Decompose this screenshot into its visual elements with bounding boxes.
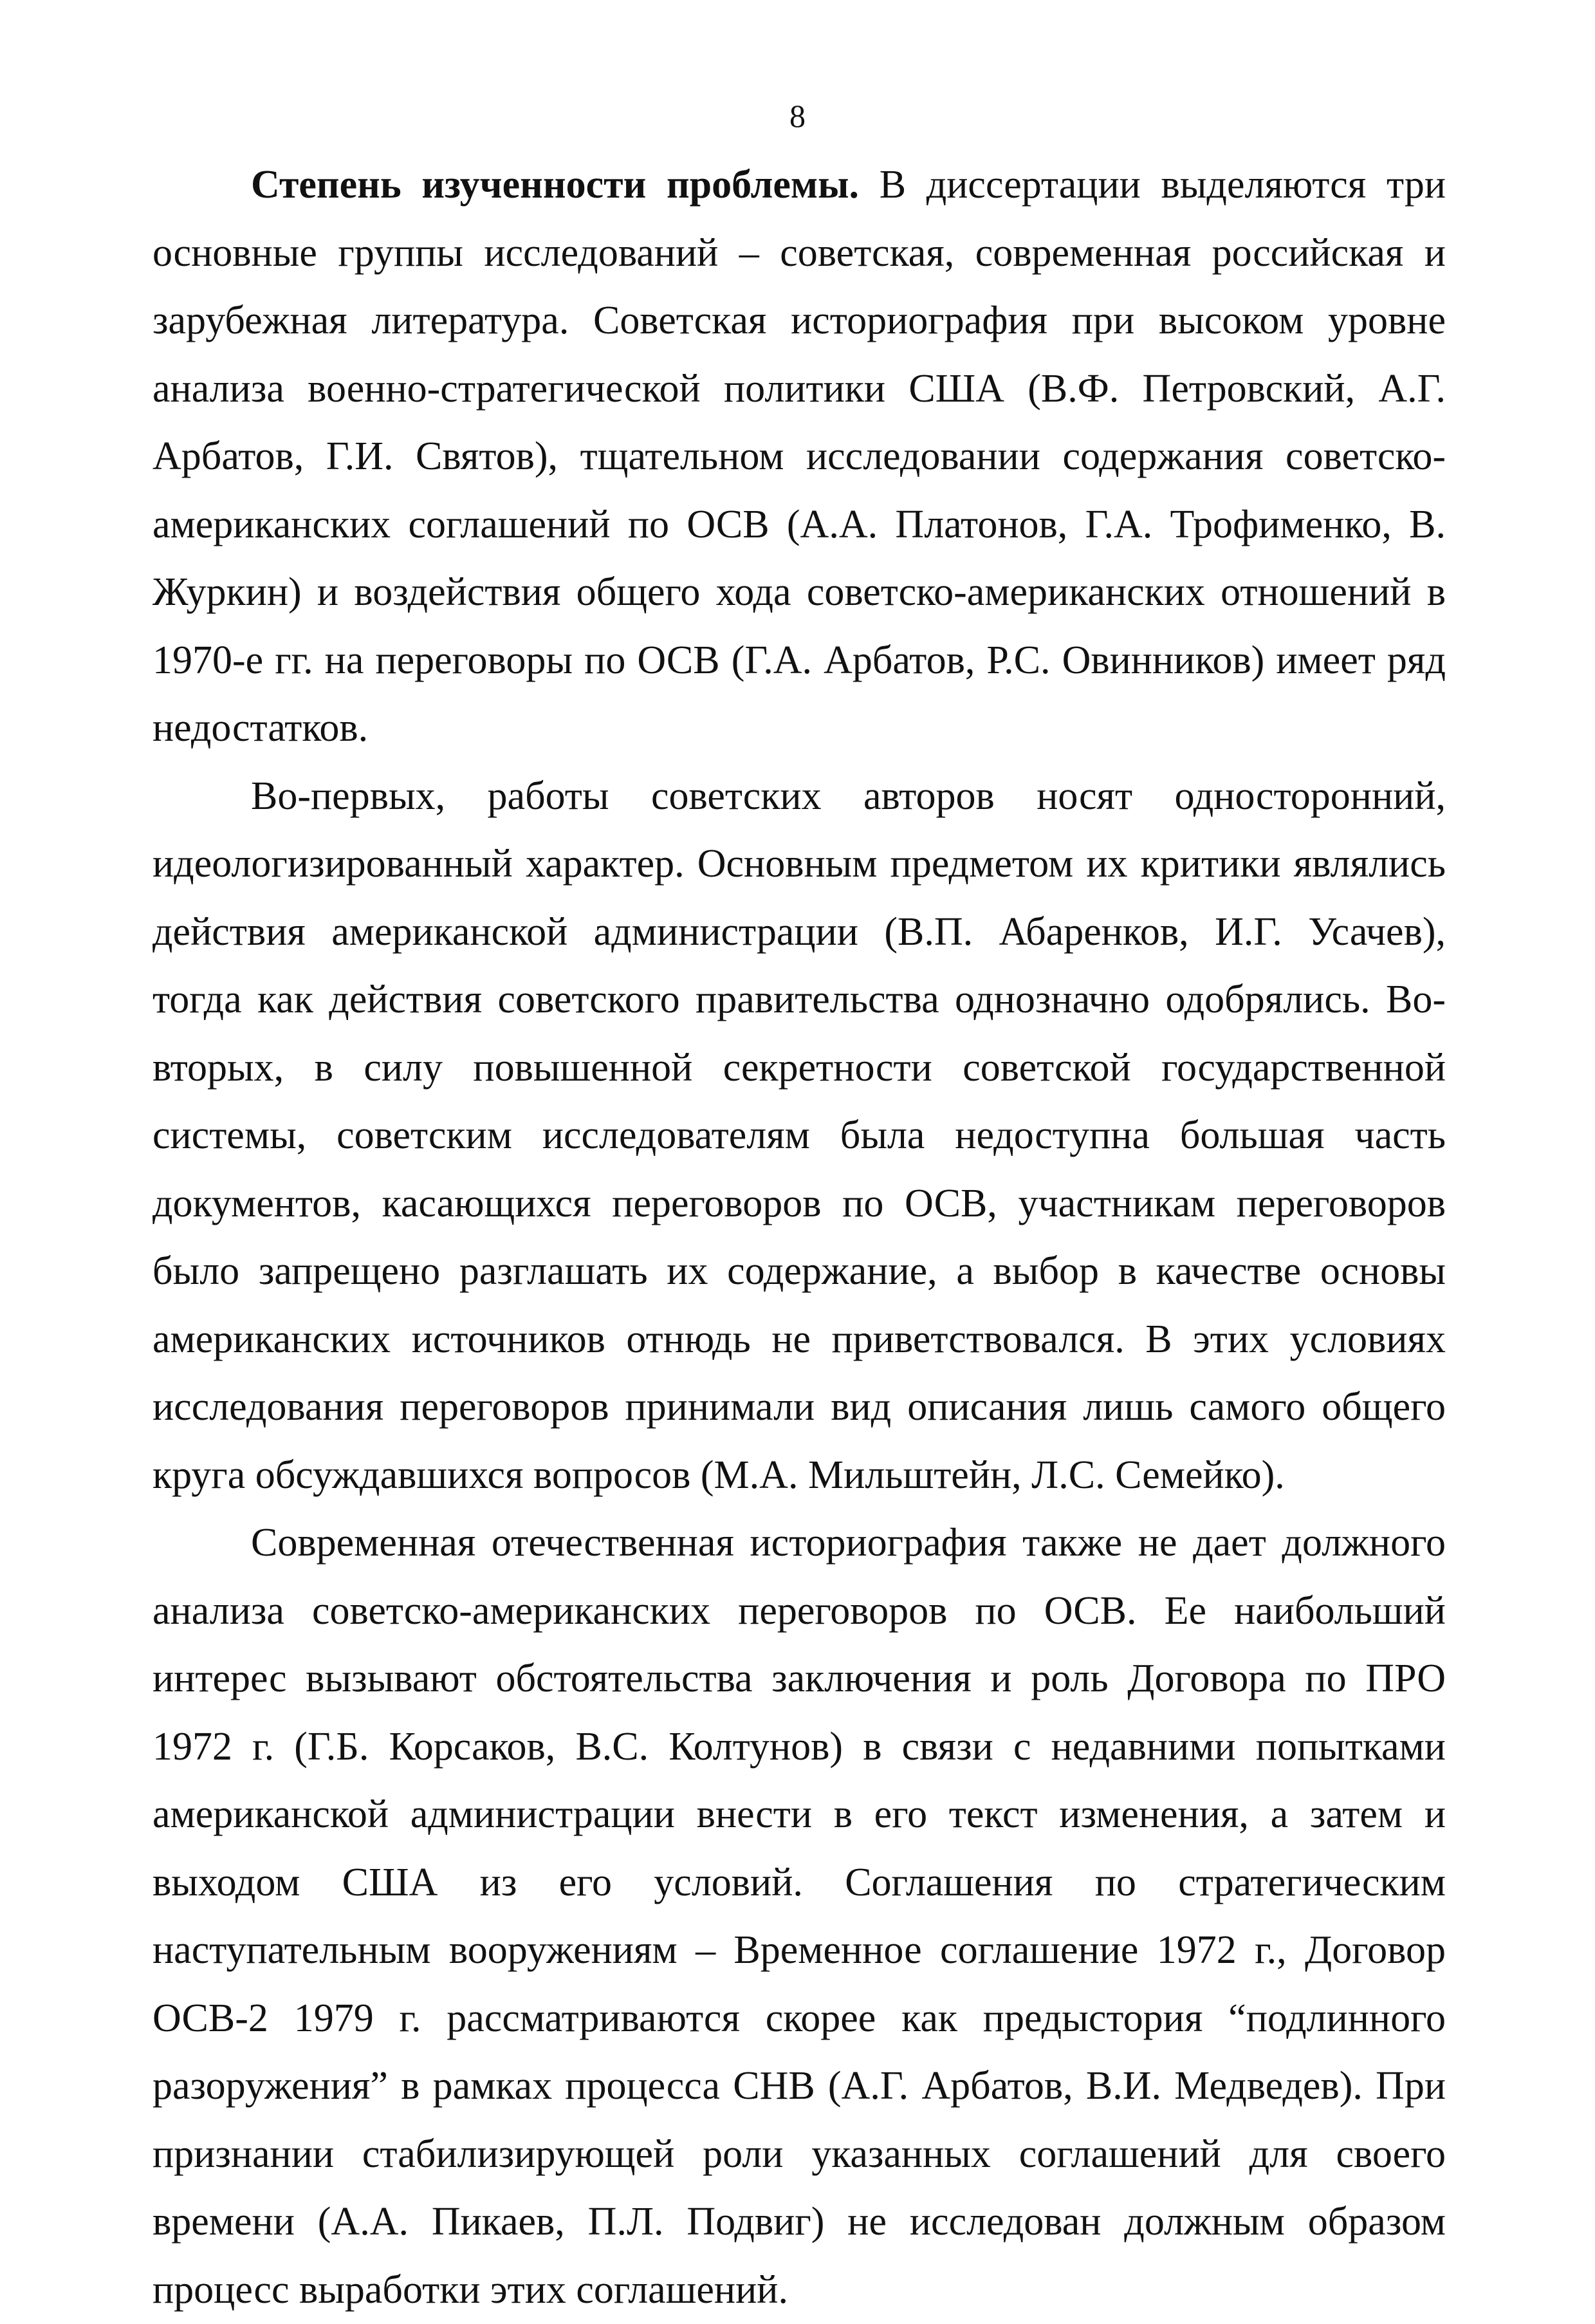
paragraph-soviet-works bbox=[152, 763, 1446, 1510]
paragraph-text: Современная отечественная историография также не дает должного анализа советско-американских переговоров по ОСВ. Ее наибольший интерес вызывают обстоятельства заключения и роль Договора по ПРО 1972 г. (Г.Б. Корсаков, В.С. Колтунов) в связи с недавними попытками американской администрации внести в его текст изменения, а затем и выходом США из его условий. Соглашения по стратегическим наступательным вооружениям – Временное соглашение 1972 г., Договор ОСВ-2 1979 г. рассматриваются скорее как предыстория “подлинного разоружения” в рамках процесса СНВ (А.Г. Арбатов, В.И. Медведев). При признании стабилизирующей роли указанных соглашений для своего времени (А.А. Пикаев, П.Л. Подвиг) не исследован должным образом процесс выработки этих соглашений. bbox=[152, 1521, 1446, 2312]
paragraph-text: В диссертации выделяются три основные группы исследований – советская, современная российская и зарубежная литература. Советская историография при высоком уровне анализа военно-стратегической политики США (В.Ф. Петровский, А.Г. Арбатов, Г.И. Святов), тщательном исследовании содержания советско-американских соглашений по ОСВ (А.А. Платонов, Г.А. Трофименко, В. Журкин) и воздействия общего хода советско-американских отношений в 1970-е гг. на переговоры по ОСВ (Г.А. Арбатов, Р.С. Овинников) имеет ряд недостатков. bbox=[152, 163, 1446, 750]
page-number: 8 bbox=[789, 98, 806, 134]
paragraph-text: Во-первых, работы советских авторов носят односторонний, идеологизированный характер. Основным предметом их критики являлись действия американской администрации (В.П. Абаренков, И.Г. Усачев), тогда как действия советского правительства однозначно одобрялись. Во-вторых, в силу повышенной секретности советской государственной системы, советским исследователям была недоступна большая часть документов, касающихся переговоров по ОСВ, участникам переговоров было запрещено разглашать их содержание, а выбор в качестве основы американских источников отнюдь не приветствовался. В этих условиях исследования переговоров принимали вид описания лишь самого общего круга обсуждавшихся вопросов (М.А. Мильштейн, Л.С. Семейко). bbox=[152, 774, 1446, 1497]
paragraph-modern-historiography bbox=[152, 1509, 1446, 2324]
paragraph-research-degree bbox=[152, 151, 1446, 763]
body-text bbox=[152, 151, 1446, 2324]
section-heading: Степень изученности проблемы. bbox=[251, 163, 860, 207]
